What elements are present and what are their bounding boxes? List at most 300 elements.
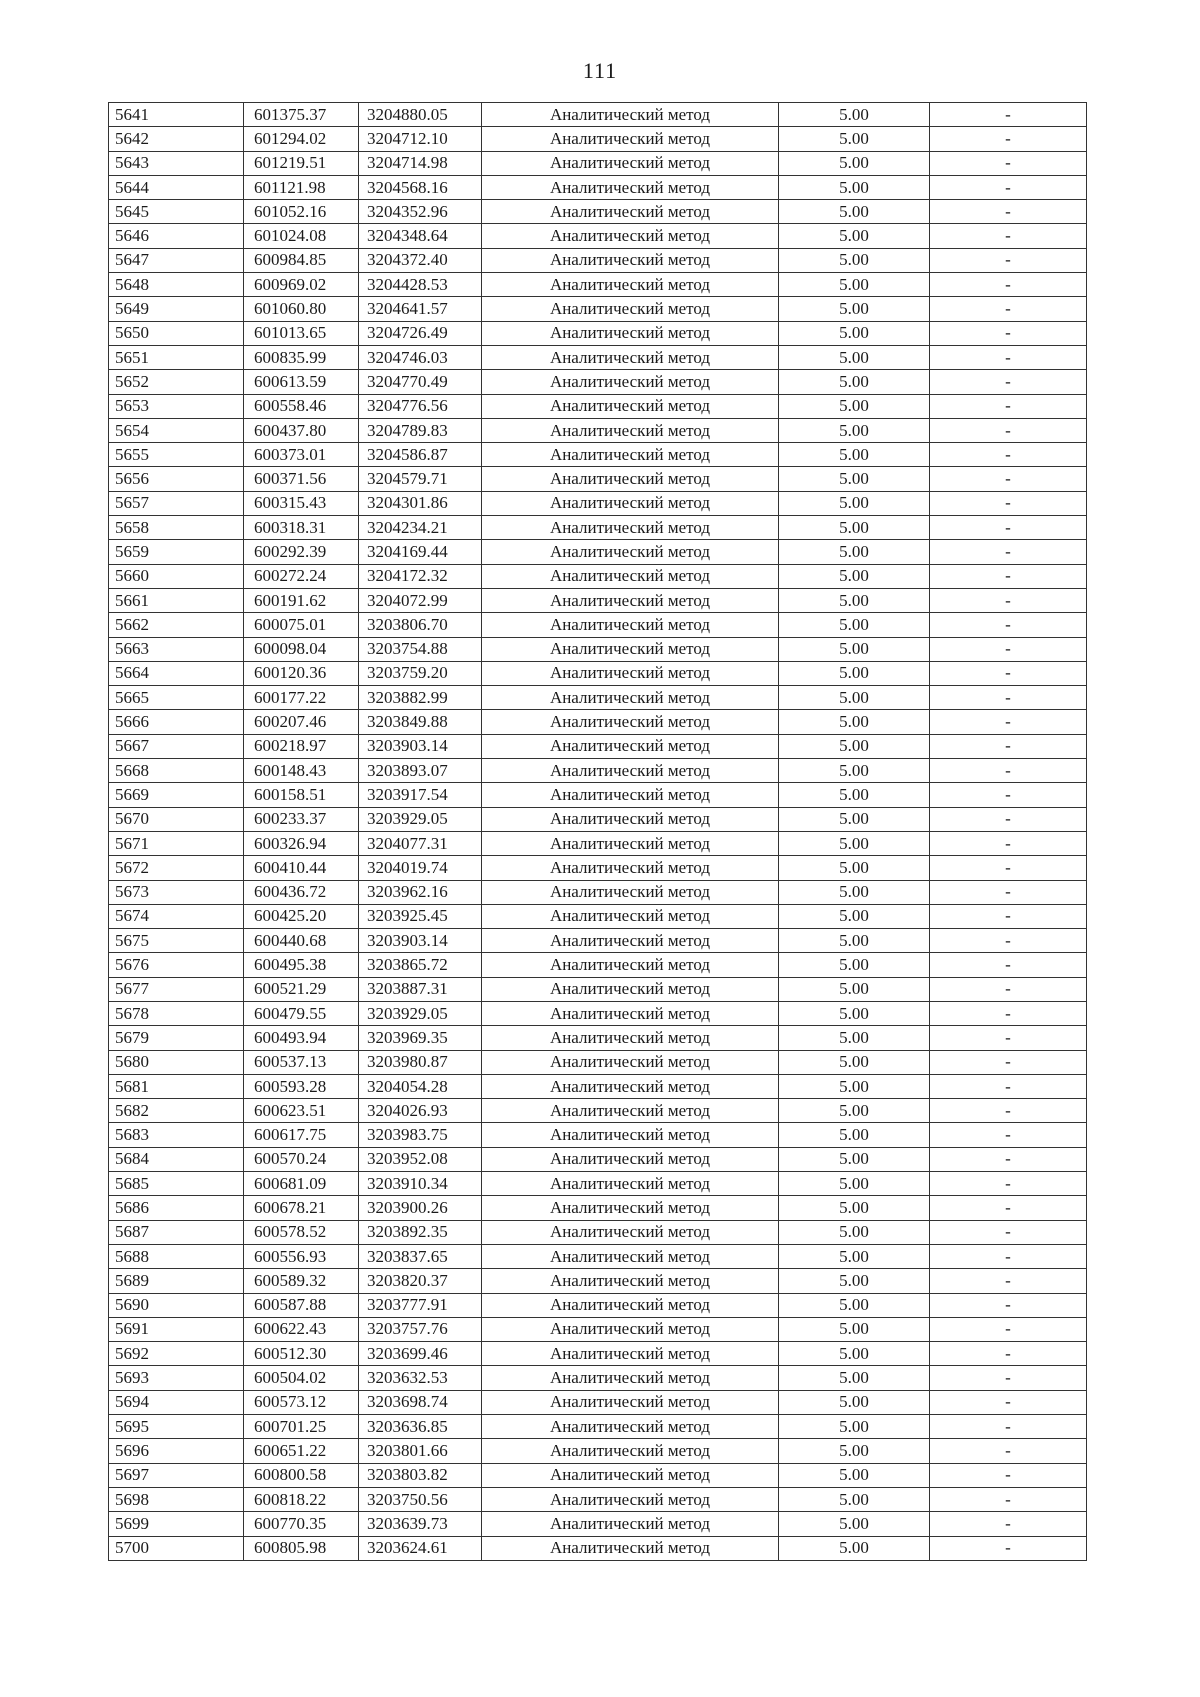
accuracy-cell: 5.00 — [779, 734, 930, 758]
point-number-cell: 5676 — [109, 953, 244, 977]
y-coordinate-cell: 3204880.05 — [359, 103, 482, 127]
point-number-cell: 5686 — [109, 1196, 244, 1220]
accuracy-cell: 5.00 — [779, 831, 930, 855]
x-coordinate-cell: 600589.32 — [244, 1269, 359, 1293]
accuracy-cell: 5.00 — [779, 613, 930, 637]
x-coordinate-cell: 600148.43 — [244, 759, 359, 783]
note-cell: - — [930, 1172, 1087, 1196]
point-number-cell: 5685 — [109, 1172, 244, 1196]
x-coordinate-cell: 600593.28 — [244, 1074, 359, 1098]
x-coordinate-cell: 600120.36 — [244, 661, 359, 685]
point-number-cell: 5648 — [109, 273, 244, 297]
accuracy-cell: 5.00 — [779, 1001, 930, 1025]
y-coordinate-cell: 3203925.45 — [359, 904, 482, 928]
note-cell: - — [930, 564, 1087, 588]
point-number-cell: 5675 — [109, 929, 244, 953]
method-cell: Аналитический метод — [482, 686, 779, 710]
table-row — [109, 1390, 1087, 1414]
accuracy-cell: 5.00 — [779, 1196, 930, 1220]
x-coordinate-cell: 600373.01 — [244, 443, 359, 467]
y-coordinate-cell: 3203900.26 — [359, 1196, 482, 1220]
x-coordinate-cell: 600835.99 — [244, 345, 359, 369]
table-row — [109, 953, 1087, 977]
x-coordinate-cell: 601121.98 — [244, 175, 359, 199]
table-row — [109, 1026, 1087, 1050]
table-row — [109, 540, 1087, 564]
note-cell: - — [930, 1220, 1087, 1244]
page-number: 111 — [582, 58, 618, 83]
y-coordinate-cell: 3203639.73 — [359, 1512, 482, 1536]
point-number-cell: 5674 — [109, 904, 244, 928]
x-coordinate-cell: 601024.08 — [244, 224, 359, 248]
accuracy-cell: 5.00 — [779, 1366, 930, 1390]
y-coordinate-cell: 3204019.74 — [359, 856, 482, 880]
method-cell: Аналитический метод — [482, 1415, 779, 1439]
point-number-cell: 5694 — [109, 1390, 244, 1414]
point-number-cell: 5655 — [109, 443, 244, 467]
accuracy-cell: 5.00 — [779, 1074, 930, 1098]
note-cell: - — [930, 661, 1087, 685]
table-row — [109, 1123, 1087, 1147]
point-number-cell: 5642 — [109, 127, 244, 151]
x-coordinate-cell: 600425.20 — [244, 904, 359, 928]
x-coordinate-cell: 600315.43 — [244, 491, 359, 515]
method-cell: Аналитический метод — [482, 1244, 779, 1268]
y-coordinate-cell: 3204169.44 — [359, 540, 482, 564]
y-coordinate-cell: 3203983.75 — [359, 1123, 482, 1147]
accuracy-cell: 5.00 — [779, 443, 930, 467]
table-row — [109, 127, 1087, 151]
note-cell: - — [930, 345, 1087, 369]
point-number-cell: 5666 — [109, 710, 244, 734]
point-number-cell: 5679 — [109, 1026, 244, 1050]
note-cell: - — [930, 321, 1087, 345]
y-coordinate-cell: 3203929.05 — [359, 807, 482, 831]
point-number-cell: 5688 — [109, 1244, 244, 1268]
x-coordinate-cell: 600495.38 — [244, 953, 359, 977]
note-cell: - — [930, 418, 1087, 442]
x-coordinate-cell: 600573.12 — [244, 1390, 359, 1414]
y-coordinate-cell: 3204770.49 — [359, 370, 482, 394]
table-row — [109, 443, 1087, 467]
x-coordinate-cell: 600098.04 — [244, 637, 359, 661]
method-cell: Аналитический метод — [482, 807, 779, 831]
x-coordinate-cell: 600800.58 — [244, 1463, 359, 1487]
table-row — [109, 613, 1087, 637]
table-row — [109, 1366, 1087, 1390]
point-number-cell: 5697 — [109, 1463, 244, 1487]
point-number-cell: 5654 — [109, 418, 244, 442]
method-cell: Аналитический метод — [482, 710, 779, 734]
method-cell: Аналитический метод — [482, 734, 779, 758]
y-coordinate-cell: 3204776.56 — [359, 394, 482, 418]
y-coordinate-cell: 3203917.54 — [359, 783, 482, 807]
table-row — [109, 1099, 1087, 1123]
y-coordinate-cell: 3203893.07 — [359, 759, 482, 783]
accuracy-cell: 5.00 — [779, 200, 930, 224]
accuracy-cell: 5.00 — [779, 345, 930, 369]
x-coordinate-cell: 601013.65 — [244, 321, 359, 345]
note-cell: - — [930, 1293, 1087, 1317]
x-coordinate-cell: 601294.02 — [244, 127, 359, 151]
method-cell: Аналитический метод — [482, 783, 779, 807]
method-cell: Аналитический метод — [482, 273, 779, 297]
point-number-cell: 5650 — [109, 321, 244, 345]
y-coordinate-cell: 3203777.91 — [359, 1293, 482, 1317]
accuracy-cell: 5.00 — [779, 1463, 930, 1487]
method-cell: Аналитический метод — [482, 394, 779, 418]
method-cell: Аналитический метод — [482, 661, 779, 685]
method-cell: Аналитический метод — [482, 103, 779, 127]
y-coordinate-cell: 3203624.61 — [359, 1536, 482, 1560]
table-row — [109, 1269, 1087, 1293]
point-number-cell: 5669 — [109, 783, 244, 807]
accuracy-cell: 5.00 — [779, 1342, 930, 1366]
point-number-cell: 5665 — [109, 686, 244, 710]
method-cell: Аналитический метод — [482, 297, 779, 321]
accuracy-cell: 5.00 — [779, 880, 930, 904]
y-coordinate-cell: 3204301.86 — [359, 491, 482, 515]
point-number-cell: 5668 — [109, 759, 244, 783]
method-cell: Аналитический метод — [482, 1196, 779, 1220]
x-coordinate-cell: 600587.88 — [244, 1293, 359, 1317]
accuracy-cell: 5.00 — [779, 394, 930, 418]
y-coordinate-cell: 3203887.31 — [359, 977, 482, 1001]
point-number-cell: 5670 — [109, 807, 244, 831]
x-coordinate-cell: 600521.29 — [244, 977, 359, 1001]
accuracy-cell: 5.00 — [779, 637, 930, 661]
method-cell: Аналитический метод — [482, 637, 779, 661]
point-number-cell: 5662 — [109, 613, 244, 637]
method-cell: Аналитический метод — [482, 977, 779, 1001]
x-coordinate-cell: 600410.44 — [244, 856, 359, 880]
note-cell: - — [930, 151, 1087, 175]
table-row — [109, 370, 1087, 394]
x-coordinate-cell: 600805.98 — [244, 1536, 359, 1560]
table-row — [109, 175, 1087, 199]
y-coordinate-cell: 3203699.46 — [359, 1342, 482, 1366]
note-cell: - — [930, 394, 1087, 418]
accuracy-cell: 5.00 — [779, 1293, 930, 1317]
note-cell: - — [930, 929, 1087, 953]
accuracy-cell: 5.00 — [779, 953, 930, 977]
y-coordinate-cell: 3204054.28 — [359, 1074, 482, 1098]
y-coordinate-cell: 3204372.40 — [359, 248, 482, 272]
note-cell: - — [930, 200, 1087, 224]
point-number-cell: 5683 — [109, 1123, 244, 1147]
note-cell: - — [930, 443, 1087, 467]
x-coordinate-cell: 600651.22 — [244, 1439, 359, 1463]
table-row — [109, 831, 1087, 855]
x-coordinate-cell: 600578.52 — [244, 1220, 359, 1244]
accuracy-cell: 5.00 — [779, 516, 930, 540]
note-cell: - — [930, 1342, 1087, 1366]
table-row — [109, 1172, 1087, 1196]
accuracy-cell: 5.00 — [779, 103, 930, 127]
x-coordinate-cell: 601219.51 — [244, 151, 359, 175]
note-cell: - — [930, 1512, 1087, 1536]
point-number-cell: 5641 — [109, 103, 244, 127]
accuracy-cell: 5.00 — [779, 1123, 930, 1147]
table-row — [109, 904, 1087, 928]
x-coordinate-cell: 600158.51 — [244, 783, 359, 807]
note-cell: - — [930, 588, 1087, 612]
accuracy-cell: 5.00 — [779, 1269, 930, 1293]
method-cell: Аналитический метод — [482, 1172, 779, 1196]
table-row — [109, 1196, 1087, 1220]
table-row — [109, 321, 1087, 345]
x-coordinate-cell: 601052.16 — [244, 200, 359, 224]
method-cell: Аналитический метод — [482, 1220, 779, 1244]
point-number-cell: 5698 — [109, 1487, 244, 1511]
note-cell: - — [930, 759, 1087, 783]
point-number-cell: 5672 — [109, 856, 244, 880]
note-cell: - — [930, 224, 1087, 248]
accuracy-cell: 5.00 — [779, 1536, 930, 1560]
accuracy-cell: 5.00 — [779, 273, 930, 297]
y-coordinate-cell: 3204568.16 — [359, 175, 482, 199]
x-coordinate-cell: 600818.22 — [244, 1487, 359, 1511]
y-coordinate-cell: 3203632.53 — [359, 1366, 482, 1390]
table-row — [109, 394, 1087, 418]
note-cell: - — [930, 831, 1087, 855]
y-coordinate-cell: 3204077.31 — [359, 831, 482, 855]
note-cell: - — [930, 1099, 1087, 1123]
table-row — [109, 929, 1087, 953]
accuracy-cell: 5.00 — [779, 1147, 930, 1171]
table-row — [109, 1512, 1087, 1536]
point-number-cell: 5671 — [109, 831, 244, 855]
accuracy-cell: 5.00 — [779, 564, 930, 588]
note-cell: - — [930, 1123, 1087, 1147]
method-cell: Аналитический метод — [482, 929, 779, 953]
table-row — [109, 734, 1087, 758]
y-coordinate-cell: 3203980.87 — [359, 1050, 482, 1074]
accuracy-cell: 5.00 — [779, 321, 930, 345]
method-cell: Аналитический метод — [482, 613, 779, 637]
method-cell: Аналитический метод — [482, 1099, 779, 1123]
method-cell: Аналитический метод — [482, 831, 779, 855]
x-coordinate-cell: 600318.31 — [244, 516, 359, 540]
x-coordinate-cell: 600207.46 — [244, 710, 359, 734]
y-coordinate-cell: 3203910.34 — [359, 1172, 482, 1196]
note-cell: - — [930, 686, 1087, 710]
note-cell: - — [930, 734, 1087, 758]
y-coordinate-cell: 3203969.35 — [359, 1026, 482, 1050]
accuracy-cell: 5.00 — [779, 661, 930, 685]
table-row — [109, 1147, 1087, 1171]
method-cell: Аналитический метод — [482, 1439, 779, 1463]
note-cell: - — [930, 1415, 1087, 1439]
y-coordinate-cell: 3204172.32 — [359, 564, 482, 588]
point-number-cell: 5682 — [109, 1099, 244, 1123]
note-cell: - — [930, 1487, 1087, 1511]
table-row — [109, 151, 1087, 175]
x-coordinate-cell: 601375.37 — [244, 103, 359, 127]
x-coordinate-cell: 600272.24 — [244, 564, 359, 588]
note-cell: - — [930, 1050, 1087, 1074]
point-number-cell: 5649 — [109, 297, 244, 321]
method-cell: Аналитический метод — [482, 127, 779, 151]
method-cell: Аналитический метод — [482, 1342, 779, 1366]
y-coordinate-cell: 3203698.74 — [359, 1390, 482, 1414]
method-cell: Аналитический метод — [482, 856, 779, 880]
table-row — [109, 1244, 1087, 1268]
note-cell: - — [930, 516, 1087, 540]
y-coordinate-cell: 3204641.57 — [359, 297, 482, 321]
table-row — [109, 588, 1087, 612]
point-number-cell: 5689 — [109, 1269, 244, 1293]
note-cell: - — [930, 783, 1087, 807]
accuracy-cell: 5.00 — [779, 1317, 930, 1341]
x-coordinate-cell: 600493.94 — [244, 1026, 359, 1050]
table-row — [109, 1074, 1087, 1098]
note-cell: - — [930, 467, 1087, 491]
table-row — [109, 1415, 1087, 1439]
point-number-cell: 5661 — [109, 588, 244, 612]
note-cell: - — [930, 1536, 1087, 1560]
accuracy-cell: 5.00 — [779, 467, 930, 491]
note-cell: - — [930, 1244, 1087, 1268]
y-coordinate-cell: 3204026.93 — [359, 1099, 482, 1123]
y-coordinate-cell: 3203892.35 — [359, 1220, 482, 1244]
method-cell: Аналитический метод — [482, 1001, 779, 1025]
note-cell: - — [930, 856, 1087, 880]
accuracy-cell: 5.00 — [779, 418, 930, 442]
table-row — [109, 564, 1087, 588]
note-cell: - — [930, 1147, 1087, 1171]
y-coordinate-cell: 3203757.76 — [359, 1317, 482, 1341]
table-row — [109, 783, 1087, 807]
accuracy-cell: 5.00 — [779, 540, 930, 564]
note-cell: - — [930, 1317, 1087, 1341]
y-coordinate-cell: 3203929.05 — [359, 1001, 482, 1025]
point-number-cell: 5660 — [109, 564, 244, 588]
point-number-cell: 5653 — [109, 394, 244, 418]
y-coordinate-cell: 3203882.99 — [359, 686, 482, 710]
method-cell: Аналитический метод — [482, 588, 779, 612]
method-cell: Аналитический метод — [482, 467, 779, 491]
note-cell: - — [930, 613, 1087, 637]
note-cell: - — [930, 807, 1087, 831]
note-cell: - — [930, 1001, 1087, 1025]
y-coordinate-cell: 3204352.96 — [359, 200, 482, 224]
y-coordinate-cell: 3203754.88 — [359, 637, 482, 661]
method-cell: Аналитический метод — [482, 564, 779, 588]
point-number-cell: 5643 — [109, 151, 244, 175]
method-cell: Аналитический метод — [482, 540, 779, 564]
table-row — [109, 759, 1087, 783]
accuracy-cell: 5.00 — [779, 1026, 930, 1050]
x-coordinate-cell: 600558.46 — [244, 394, 359, 418]
y-coordinate-cell: 3204789.83 — [359, 418, 482, 442]
method-cell: Аналитический метод — [482, 443, 779, 467]
x-coordinate-cell: 600623.51 — [244, 1099, 359, 1123]
y-coordinate-cell: 3204348.64 — [359, 224, 482, 248]
y-coordinate-cell: 3203759.20 — [359, 661, 482, 685]
table-row — [109, 224, 1087, 248]
table-row — [109, 248, 1087, 272]
y-coordinate-cell: 3203801.66 — [359, 1439, 482, 1463]
point-number-cell: 5699 — [109, 1512, 244, 1536]
x-coordinate-cell: 600984.85 — [244, 248, 359, 272]
note-cell: - — [930, 297, 1087, 321]
table-row — [109, 1463, 1087, 1487]
accuracy-cell: 5.00 — [779, 977, 930, 1001]
x-coordinate-cell: 600292.39 — [244, 540, 359, 564]
note-cell: - — [930, 175, 1087, 199]
accuracy-cell: 5.00 — [779, 491, 930, 515]
y-coordinate-cell: 3203806.70 — [359, 613, 482, 637]
x-coordinate-cell: 600678.21 — [244, 1196, 359, 1220]
y-coordinate-cell: 3203903.14 — [359, 734, 482, 758]
point-number-cell: 5696 — [109, 1439, 244, 1463]
coordinates-table-body — [109, 103, 1087, 1561]
x-coordinate-cell: 600326.94 — [244, 831, 359, 855]
note-cell: - — [930, 491, 1087, 515]
y-coordinate-cell: 3204726.49 — [359, 321, 482, 345]
method-cell: Аналитический метод — [482, 1512, 779, 1536]
y-coordinate-cell: 3204428.53 — [359, 273, 482, 297]
table-row — [109, 686, 1087, 710]
x-coordinate-cell: 600556.93 — [244, 1244, 359, 1268]
note-cell: - — [930, 904, 1087, 928]
x-coordinate-cell: 600177.22 — [244, 686, 359, 710]
y-coordinate-cell: 3204746.03 — [359, 345, 482, 369]
table-row — [109, 418, 1087, 442]
x-coordinate-cell: 600622.43 — [244, 1317, 359, 1341]
y-coordinate-cell: 3203952.08 — [359, 1147, 482, 1171]
method-cell: Аналитический метод — [482, 759, 779, 783]
table-row — [109, 273, 1087, 297]
accuracy-cell: 5.00 — [779, 151, 930, 175]
point-number-cell: 5695 — [109, 1415, 244, 1439]
method-cell: Аналитический метод — [482, 880, 779, 904]
note-cell: - — [930, 103, 1087, 127]
accuracy-cell: 5.00 — [779, 175, 930, 199]
accuracy-cell: 5.00 — [779, 1512, 930, 1536]
accuracy-cell: 5.00 — [779, 248, 930, 272]
accuracy-cell: 5.00 — [779, 1390, 930, 1414]
table-row — [109, 345, 1087, 369]
accuracy-cell: 5.00 — [779, 1099, 930, 1123]
note-cell: - — [930, 273, 1087, 297]
table-row — [109, 200, 1087, 224]
accuracy-cell: 5.00 — [779, 783, 930, 807]
method-cell: Аналитический метод — [482, 1390, 779, 1414]
method-cell: Аналитический метод — [482, 953, 779, 977]
note-cell: - — [930, 953, 1087, 977]
method-cell: Аналитический метод — [482, 1147, 779, 1171]
method-cell: Аналитический метод — [482, 1487, 779, 1511]
accuracy-cell: 5.00 — [779, 856, 930, 880]
method-cell: Аналитический метод — [482, 516, 779, 540]
x-coordinate-cell: 600371.56 — [244, 467, 359, 491]
y-coordinate-cell: 3203820.37 — [359, 1269, 482, 1293]
point-number-cell: 5693 — [109, 1366, 244, 1390]
accuracy-cell: 5.00 — [779, 1172, 930, 1196]
x-coordinate-cell: 600512.30 — [244, 1342, 359, 1366]
x-coordinate-cell: 600969.02 — [244, 273, 359, 297]
y-coordinate-cell: 3203803.82 — [359, 1463, 482, 1487]
x-coordinate-cell: 600479.55 — [244, 1001, 359, 1025]
method-cell: Аналитический метод — [482, 200, 779, 224]
note-cell: - — [930, 880, 1087, 904]
point-number-cell: 5645 — [109, 200, 244, 224]
x-coordinate-cell: 600770.35 — [244, 1512, 359, 1536]
method-cell: Аналитический метод — [482, 1366, 779, 1390]
x-coordinate-cell: 600191.62 — [244, 588, 359, 612]
